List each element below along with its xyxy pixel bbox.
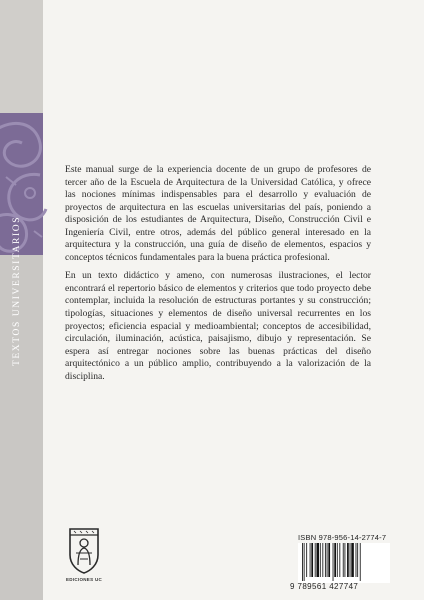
barcode-bar [334,543,336,577]
barcode-bar [350,543,351,577]
barcode-bar [343,543,344,577]
barcode [298,543,390,583]
publisher-name: EDICIONES UC [65,577,103,582]
barcode-bar [327,543,328,577]
barcode-bar [345,543,346,577]
barcode-bar [337,543,338,577]
barcode-bar [360,543,361,581]
barcode-bar [310,543,311,577]
spine-top-panel [0,0,43,113]
spine-purple-band [0,113,43,366]
ediciones-uc-shield-icon [66,525,102,575]
back-cover-text [65,164,371,389]
isbn-label: ISBN 978-956-14-2774-7 [298,533,387,542]
barcode-digits: 9 789561 427747 [290,582,359,591]
barcode-bar [328,543,330,577]
spine-strip [0,0,43,600]
barcode-bar [333,543,334,581]
barcode-bar [322,543,323,577]
barcode-bar [316,543,319,577]
barcode-bar [356,543,357,577]
barcode-bar [304,543,305,581]
barcode-bar [306,543,307,577]
series-label: TEXTOS UNIVERSITARIOS [12,215,22,366]
barcode-bar [339,543,340,577]
barcode-bar [320,543,321,577]
barcode-bar [347,543,349,577]
paragraph-2: En un texto didáctico y ameno, con numerosas ilustraciones, el lector encontrará el repertorio básico de elementos y criterios que todo proyecto debe contemplar, incluida la resolución de estructuras portantes y su construcción; tipologías, situaciones y elementos de diseño universal recurrentes en los proyectos; eficiencia espacial y medioambiental; conceptos de accesibilidad, circulación, iluminación, acústica, paisajismo, dibujo y representación. Se espera así entregar nociones sobre las buenas prácticas del diseño arquitectónico a un público amplio, contribuyendo a la valorización de la disciplina. [65,270,371,382]
barcode-bar [302,543,303,581]
barcode-bar [325,543,326,577]
barcode-bar [357,543,358,577]
barcode-bar [311,543,313,577]
paragraph-1: Este manual surge de la experiencia docente de un grupo de profesores de tercer año de la Escuela de Arquitectura de la Universidad Católica, y ofrece las nociones mínimas indispensables para el desarrollo y evaluación de proyectos de arquitectura en las escuelas universitarias del país, poniendo a disposición de los estudiantes de Arquitectura, Diseño, Construcción Civil e Ingeniería Civil, entre otros, además del público general interesado en la arquitectura y la construcción, una guía de diseño de elementos, espacios y conceptos técnicos fundamentales para la buena práctica profesional. [65,164,371,263]
barcode-bar [315,543,316,577]
barcode-bars [302,543,386,581]
barcode-bar [351,543,354,577]
